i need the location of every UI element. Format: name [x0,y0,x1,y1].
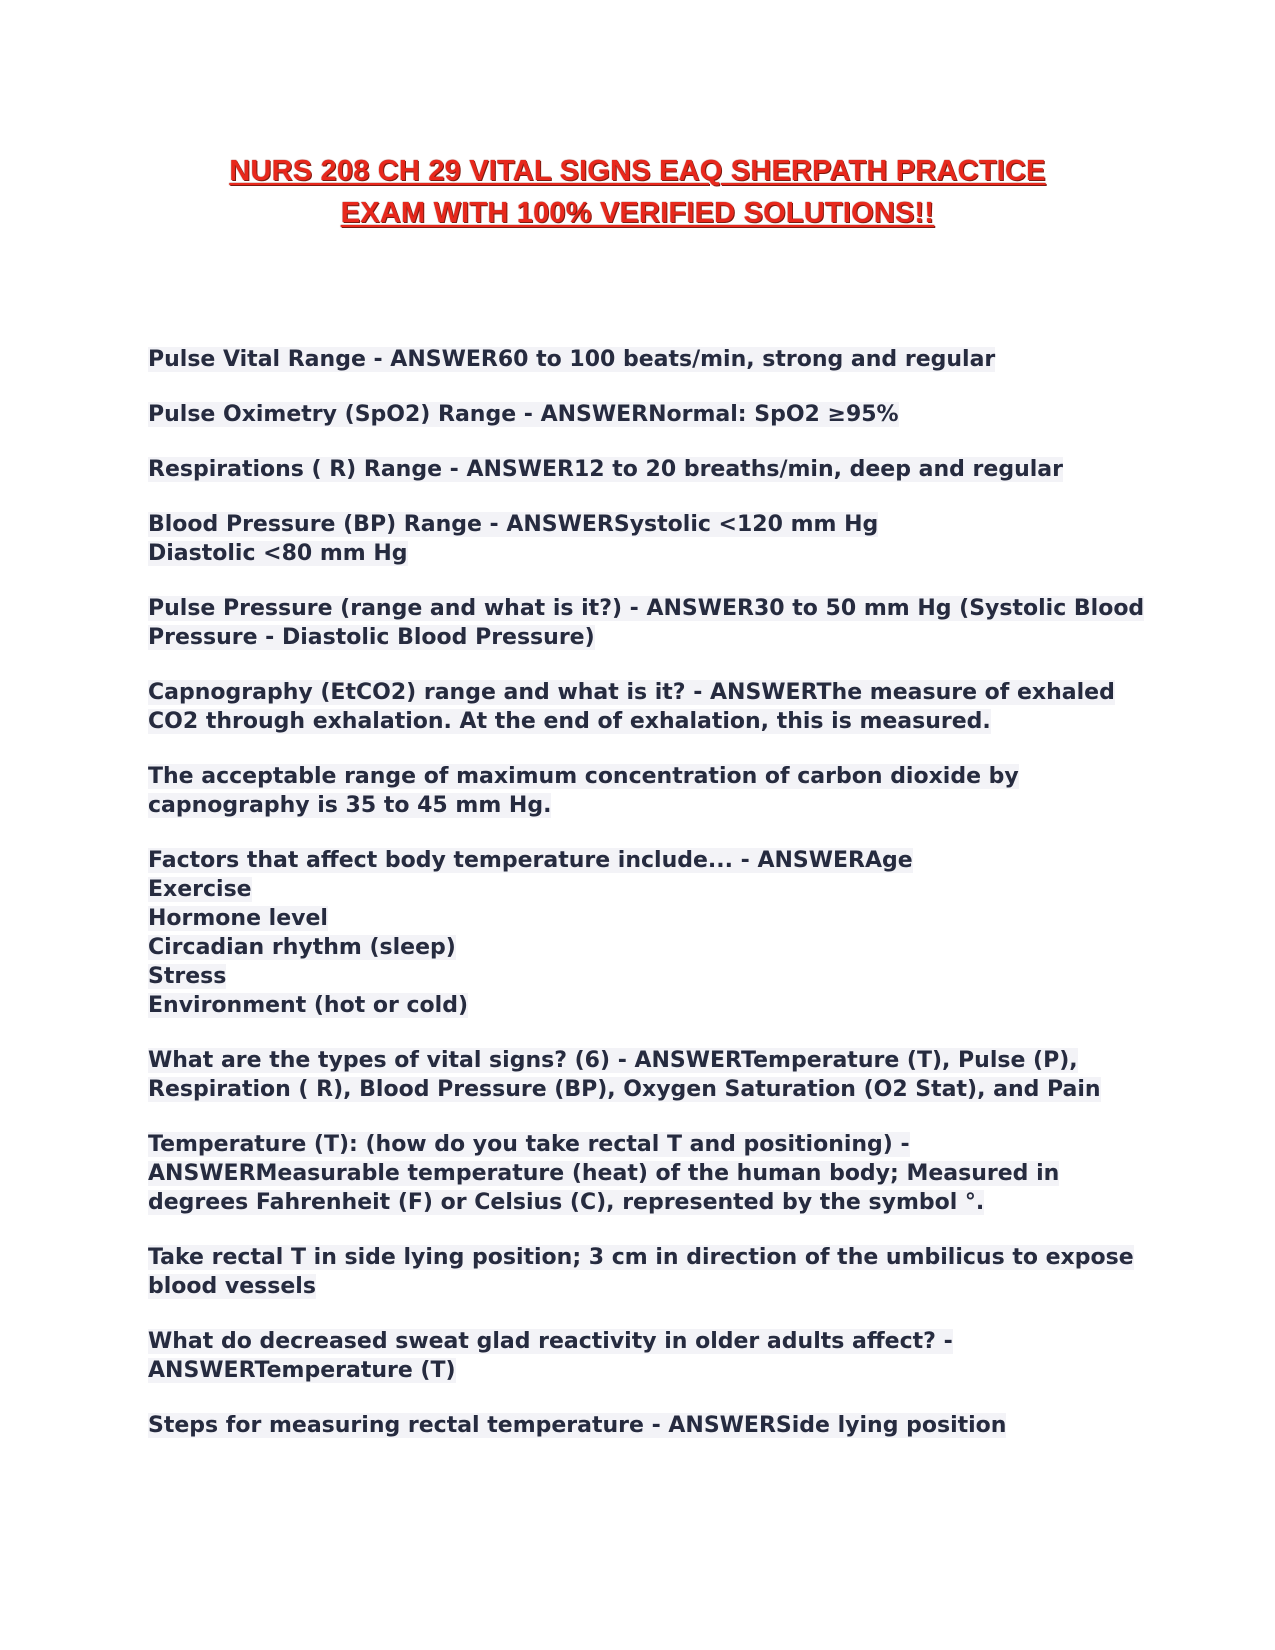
qa-extra-line: Circadian rhythm (sleep) [148,935,456,960]
qa-extra-line: Diastolic <80 mm Hg [148,541,408,566]
qa-entry [148,1411,1148,1440]
qa-extra-line: Hormone level [148,906,328,931]
qa-text: Blood Pressure (BP) Range - ANSWERSystolic <120 mm Hg [148,512,879,537]
qa-entry [148,594,1148,652]
qa-text: Take rectal T in side lying position; 3 cm in direction of the umbilicus to expose blood vessels [148,1245,1134,1299]
qa-list [148,345,1148,1466]
qa-entry [148,1130,1148,1217]
qa-text: Pulse Pressure (range and what is it?) - ANSWER30 to 50 mm Hg (Systolic Blood Pressure - Diastolic Blood Pressure) [148,596,1145,650]
qa-extra-line: Exercise [148,877,252,902]
qa-text: Pulse Vital Range - ANSWER60 to 100 beats/min, strong and regular [148,347,996,372]
qa-text: What do decreased sweat glad reactivity in older adults affect? - ANSWERTemperature (T) [148,1329,953,1383]
qa-entry [148,762,1148,820]
qa-entry [148,1243,1148,1301]
qa-text: Pulse Oximetry (SpO2) Range - ANSWERNormal: SpO2 ≥95% [148,402,899,427]
qa-entry [148,1046,1148,1104]
qa-entry [148,455,1148,484]
qa-text: Capnography (EtCO2) range and what is it? - ANSWERThe measure of exhaled CO2 through exhalation. At the end of exhalation, this is measured. [148,680,1115,734]
qa-entry [148,1327,1148,1385]
qa-entry [148,846,1148,1020]
qa-entry [148,400,1148,429]
qa-extra-line: Stress [148,964,227,989]
qa-text: Factors that affect body temperature include... - ANSWERAge [148,848,913,873]
qa-text: The acceptable range of maximum concentration of carbon dioxide by capnography is 35 to 45 mm Hg. [148,764,1019,818]
title-line-1: NURS 208 CH 29 VITAL SIGNS EAQ SHERPATH PRACTICE [229,155,1046,187]
qa-text: Temperature (T): (how do you take rectal T and positioning) - ANSWERMeasurable temperature (heat) of the human body; Measured in degrees Fahrenheit (F) or Celsius (C), represented by the symbol °. [148,1132,1060,1215]
qa-entry [148,678,1148,736]
qa-extra-line: Environment (hot or cold) [148,993,469,1018]
title-line-2: EXAM WITH 100% VERIFIED SOLUTIONS!! [340,197,935,229]
qa-text: Respirations ( R) Range - ANSWER12 to 20 breaths/min, deep and regular [148,457,1063,482]
document-title [100,150,1175,234]
qa-text: Steps for measuring rectal temperature - ANSWERSide lying position [148,1413,1007,1438]
qa-text: What are the types of vital signs? (6) - ANSWERTemperature (T), Pulse (P), Respiration ( R), Blood Pressure (BP), Oxygen Saturation (O2 Stat), and Pain [148,1048,1101,1102]
qa-entry [148,510,1148,568]
qa-entry [148,345,1148,374]
